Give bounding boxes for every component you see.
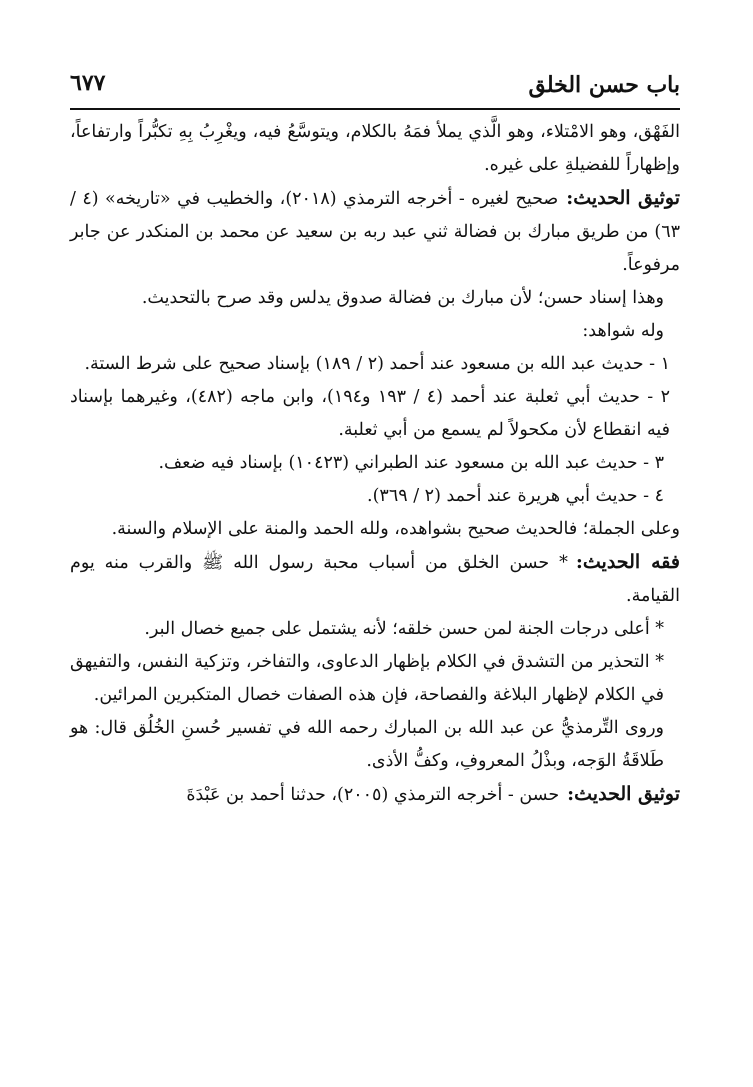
paragraph-witnesses-intro: وله شواهد: [582, 321, 664, 341]
paragraph-hadith-verification: توثيق الحديث:حسن - أخرجه الترمذي (٢٠٠٥)، حدثنا أحمد بن عَبْدَةَ [186, 783, 680, 805]
witness-item: ٣ - حديث عبد الله بن مسعود عند الطبراني (١٠٤٢٣) بإسناد فيه ضعف. [158, 453, 664, 473]
paragraph-hadith-verification: توثيق الحديث:صحيح لغيره - أخرجه الترمذي (٢٠١٨)، والخطيب في «تاريخه» (٤ / ٦٣) من طريق مبارك بن فضالة ثني عبد ربه بن سعيد عن محمد بن المنكدر عن جابر مرفوعاً. [70, 187, 680, 275]
page-body [70, 116, 680, 812]
witness-item: ٤ - حديث أبي هريرة عند أحمد (٢ / ٣٦٩). [367, 486, 664, 506]
section-label: توثيق الحديث: [567, 783, 680, 805]
witness-item: ١ - حديث عبد الله بن مسعود عند أحمد (٢ / ١٨٩) بإسناد صحيح على شرط الستة. [84, 354, 670, 374]
section-label: توثيق الحديث: [566, 187, 680, 209]
chapter-title: باب حسن الخلق [528, 72, 680, 98]
fiqh-point: * التحذير من التشدق في الكلام بإظهار الدعاوى، والتفاخر، وتزكية النفس، والتفيهق في الكلام لإظهار البلاغة والفصاحة، فإن هذه الصفات خصال المتكبرين المرائين. [70, 652, 664, 705]
paragraph-tirmidhi-quote: وروى التِّرمذيُّ عن عبد الله بن المبارك رحمه الله في تفسير حُسنِ الخُلُق قال: هو طَلاقَةُ الوَجه، وبذْلُ المعروفِ، وكفُّ الأذى. [70, 718, 664, 771]
paragraph-fiqh: فقه الحديث:* حسن الخلق من أسباب محبة رسول الله ﷺ والقرب منه يوم القيامة. [70, 551, 680, 606]
page-number: ٦٧٧ [70, 70, 106, 96]
page-header [70, 68, 680, 110]
section-label: فقه الحديث: [575, 551, 680, 573]
fiqh-point: * أعلى درجات الجنة لمن حسن خلقه؛ لأنه يشتمل على جميع خصال البر. [144, 619, 664, 639]
paragraph-isnad: وهذا إسناد حسن؛ لأن مبارك بن فضالة صدوق يدلس وقد صرح بالتحديث. [141, 288, 664, 308]
book-page [70, 68, 680, 812]
paragraph-summary: وعلى الجملة؛ فالحديث صحيح بشواهده، ولله الحمد والمنة على الإسلام والسنة. [111, 519, 680, 539]
paragraph-continuation: الفَهْق، وهو الامْتلاء، وهو الَّذي يملأ فمَهُ بالكلام، ويتوسَّعُ فيه، ويغْرِبُ بِهِ تكبُّراً وارتفاعاً، وإظهاراً للفضيلةِ على غيره. [70, 122, 680, 175]
witness-item: ٢ - حديث أبي ثعلبة عند أحمد (٤ / ١٩٣ و١٩٤)، وابن ماجه (٤٨٢)، وغيرهما بإسناد فيه انقطاع لأن مكحولاً لم يسمع من أبي ثعلبة. [70, 387, 671, 440]
